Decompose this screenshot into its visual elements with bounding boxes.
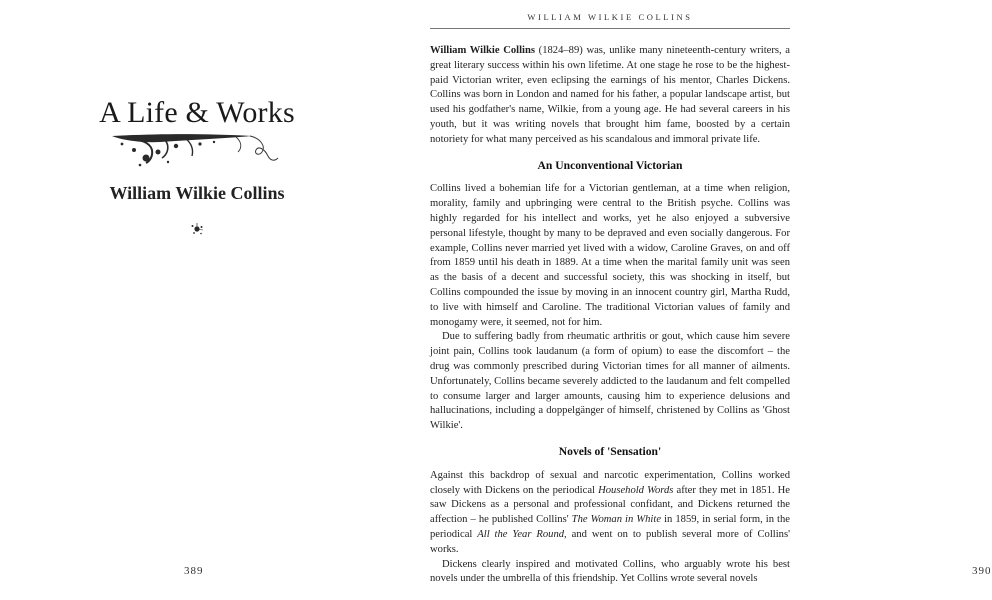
paragraph: Due to suffering badly from rheumatic arthritis or gout, which cause him severe joint pain, Collins took laudanum (a form of opium) to ease the discomfort – the drug was commonly prescribed during Victorian times for all manner of ailments. Unfortunately, Collins became severely addicted to the laudanum and felt compelled to consume larger and larger amounts, causing him to experience delusions and hallucinations, including a doppelgänger of himself, christened by Collins as 'Ghost Wilkie'. <box>430 331 790 432</box>
section-title: A Life & Works <box>99 96 295 129</box>
text-run: after they met in 1851. He saw Dickens as a personal and professional confidant, and Dickens returned the affection – he published Collins' <box>430 484 790 526</box>
right-page <box>394 0 992 600</box>
text-run: in 1859, in serial form, in the periodical <box>430 514 790 540</box>
periodical-title: Household Words <box>598 484 674 496</box>
text-run: , and went on to publish several more of Collins' works. <box>430 528 790 555</box>
intro-text: (1824–89) was, unlike many nineteenth-century writers, a great literary success within his own lifetime. At one stage he rose to be the highest-paid Victorian writer, even eclipsing the earnings of his mentor, Charles Dickens. Collins was born in London and named for his father, a popular landscape artist, but used his godfather's name, Wilkie, from a young age. He had several careers in his youth, but it was writing novels that brought him fame, boosted by a certain notoriety for what many perceived as his scandalous and immoral private life. <box>430 45 790 145</box>
periodical-title: All the Year Round <box>477 528 565 540</box>
text-run: Against this backdrop of sexual and narcotic experimentation, Collins worked closely with Dickens on the periodical <box>430 469 790 496</box>
paragraph <box>430 469 790 558</box>
running-head-rule <box>430 28 790 29</box>
left-page <box>0 0 394 600</box>
page-number-left: 389 <box>184 565 204 577</box>
body-text <box>430 44 790 587</box>
novel-title: The Woman in White <box>571 514 662 526</box>
lead-name: William Wilkie Collins <box>430 45 536 56</box>
intro-paragraph <box>430 44 790 148</box>
paragraph: Collins lived a bohemian life for a Victorian gentleman, at a time when religion, morality, family and upbringing were central to the British psyche. Collins was highly regarded for his intellect and works, yet he also enjoyed a subversive personal lifestyle, thought by many to be depraved and even socially dangerous. For example, Collins never married yet lived with a widow, Caroline Graves, on and off from 1859 until his death in 1889. At a time when the marital family unit was seen as the basis of a decent and successful society, this was shocking in itself, but Collins compounded the issue by moving in an innocent country girl, Martha Rudd, to live with himself and Caroline. The traditional Victorian values of family and monogamy were, it seemed, not for him. <box>430 183 790 328</box>
author-name: William Wilkie Collins <box>109 183 285 203</box>
running-head: WILLIAM WILKIE COLLINS <box>527 12 693 22</box>
page-number-right: 390 <box>972 565 992 577</box>
section-heading-unconventional: An Unconventional Victorian <box>537 158 683 172</box>
small-splatter-icon <box>190 222 204 236</box>
paragraph: Dickens clearly inspired and motivated Collins, who arguably wrote his best novels under the umbrella of this friendship. Yet Collins wrote several novels <box>430 558 790 585</box>
section-heading-sensation: Novels of 'Sensation' <box>558 444 662 458</box>
ink-splatter-ornament-icon <box>110 128 280 168</box>
